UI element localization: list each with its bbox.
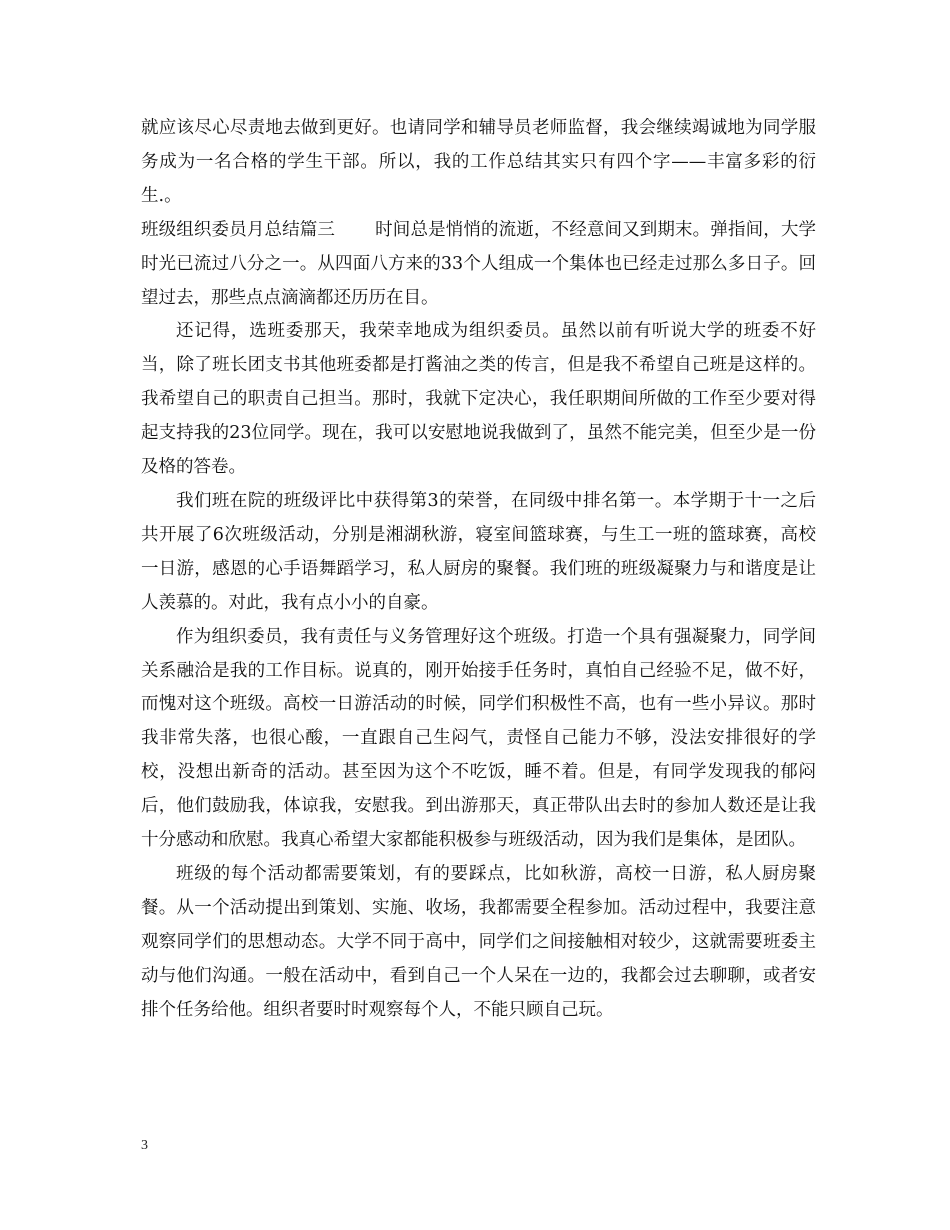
- document-body: [141, 112, 816, 1027]
- section-heading: 班级组织委员月总结篇三: [141, 219, 336, 240]
- paragraph-5: 作为组织委员，我有责任与义务管理好这个班级。打造一个具有强凝聚力，同学间关系融洽是我的工作目标。说真的，刚开始接手任务时，真怕自己经验不足，做不好，而愧对这个班级。高校一日游活动的时候，同学们积极性不高，也有一些小异议。那时我非常失落，也很心酸，一直跟自己生闷气，责怪自己能力不够，没法安排很好的学校，没想出新奇的活动。甚至因为这个不吃饭，睡不着。但是，有同学发现我的郁闷后，他们鼓励我，体谅我，安慰我。到出游那天，真正带队出去时的参加人数还是让我十分感动和欣慰。我真心希望大家都能积极参与班级活动，因为我们是集体，是团队。: [141, 626, 816, 851]
- paragraph-1: 就应该尽心尽责地去做到更好。也请同学和辅导员老师监督，我会继续竭诚地为同学服务成为一名合格的学生干部。所以，我的工作总结其实只有四个字——丰富多彩的衍生.。: [141, 118, 816, 206]
- paragraph-6: 班级的每个活动都需要策划，有的要踩点，比如秋游，高校一日游，私人厨房聚餐。从一个活动提出到策划、实施、收场，我都需要全程参加。活动过程中，我要注意观察同学们的思想动态。大学不同于高中，同学们之间接触相对较少，这就需要班委主动与他们沟通。一般在活动中，看到自己一个人呆在一边的，我都会过去聊聊，或者安排个任务给他。组织者要时时观察每个人，不能只顾自己玩。: [141, 863, 816, 1020]
- page-number: 3: [141, 1138, 148, 1153]
- paragraph-4: 我们班在院的班级评比中获得第3的荣誉，在同级中排名第一。本学期于十一之后共开展了6次班级活动，分别是湘湖秋游，寝室间篮球赛，与生工一班的篮球赛，高校一日游，感恩的心手语舞蹈学习，私人厨房的聚餐。我们班的班级凝聚力与和谐度是让人羡慕的。对此，我有点小小的自豪。: [141, 490, 816, 613]
- paragraph-3: 还记得，选班委那天，我荣幸地成为组织委员。虽然以前有听说大学的班委不好当，除了班长团支书其他班委都是打酱油之类的传言，但是我不希望自己班是这样的。我希望自己的职责自己担当。那时，我就下定决心，我任职期间所做的工作至少要对得起支持我的23位同学。现在，我可以安慰地说我做到了，虽然不能完美，但至少是一份及格的答卷。: [141, 321, 816, 478]
- paragraph-2: [141, 214, 816, 316]
- paragraph-2-text: 时间总是悄悄的流逝，不经意间又到期末。弹指间，大学时光已流过八分之一。从四面八方来的33个人组成一个集体也已经走过那么多日子。回望过去，那些点点滴滴都还历历在目。: [141, 219, 817, 308]
